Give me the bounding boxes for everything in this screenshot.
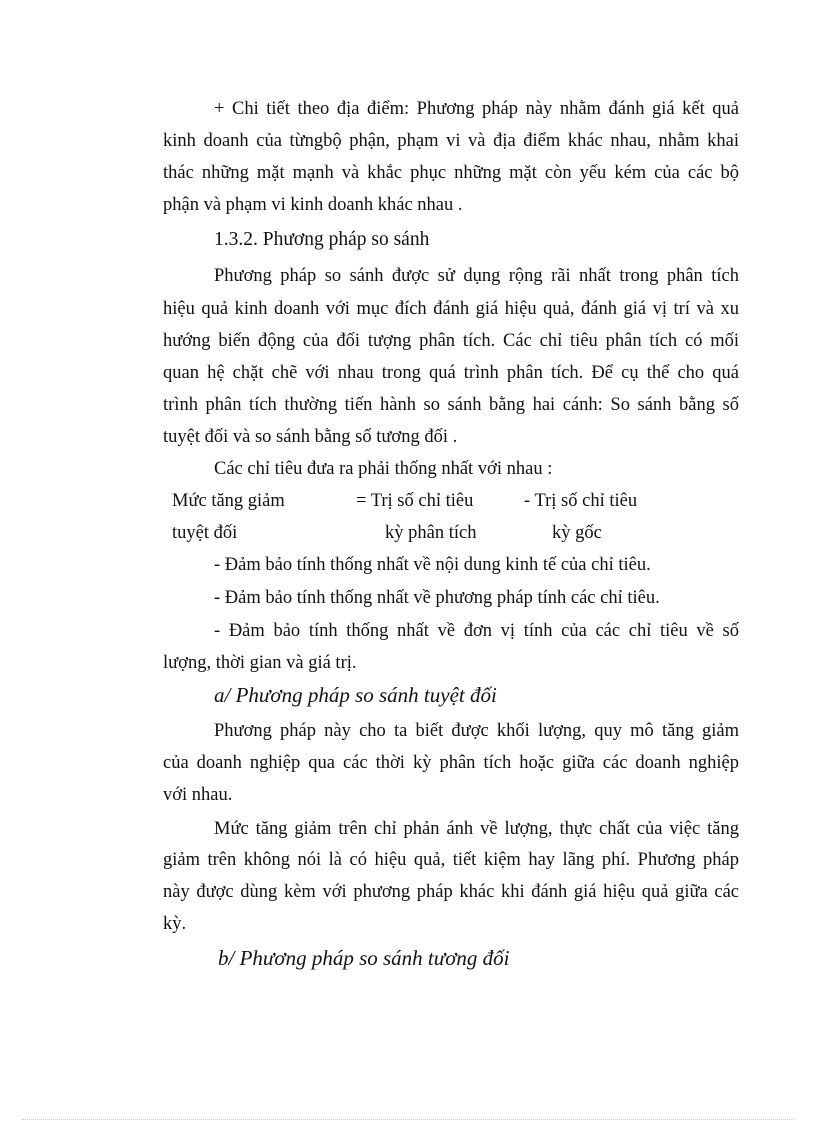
paragraph-detail-line-1: + Chi tiết theo địa điểm: Phương pháp này nhằm đánh giá kết quả: [214, 99, 739, 119]
requirement-intro: Các chỉ tiêu đưa ra phải thống nhất với nhau :: [214, 459, 553, 479]
paragraph-absolute-line-1: Phương pháp này cho ta biết được khối lượng, quy mô tăng giảm: [214, 721, 739, 741]
formula-left-line-1: Mức tăng giảm: [172, 491, 285, 511]
formula-right-line-1: - Trị số chỉ tiêu: [524, 491, 638, 511]
requirement-item-1: - Đảm bảo tính thống nhất về nội dung kinh tế của chỉ tiêu.: [214, 555, 651, 575]
paragraph-comparison-line-1: Phương pháp so sánh được sử dụng rộng rãi nhất trong phân tích: [214, 266, 739, 286]
paragraph-comparison-line-2: hiệu quả kinh doanh với mục đích đánh giá hiệu quả, đánh giá vị trí và xu: [163, 299, 739, 319]
requirement-item-3-line-1: - Đảm bảo tính thống nhất về đơn vị tính của các chỉ tiêu về số: [214, 621, 739, 641]
subheading-relative-comparison: b/ Phương pháp so sánh tương đối: [218, 946, 510, 970]
paragraph-comparison-line-5: trình phân tích thường tiến hành so sánh bằng hai cánh: So sánh bằng số: [163, 395, 739, 415]
requirement-item-2: - Đảm bảo tính thống nhất về phương pháp tính các chỉ tiêu.: [214, 588, 660, 608]
paragraph-comparison-line-3: hướng biến động của đối tượng phân tích. Các chỉ tiêu phân tích có mối: [163, 331, 739, 351]
paragraph-increase-line-3: này được dùng kèm với phương pháp khác khi đánh giá hiệu quả giữa các: [163, 882, 739, 902]
paragraph-increase-line-1: Mức tăng giảm trên chỉ phản ánh về lượng, thực chất của việc tăng: [214, 819, 739, 839]
paragraph-comparison-line-4: quan hệ chặt chẽ với nhau trong quá trình phân tích. Để cụ thể cho quá: [163, 363, 739, 383]
subheading-absolute-comparison: a/ Phương pháp so sánh tuyệt đối: [214, 683, 497, 707]
page-bottom-divider: [22, 1119, 794, 1120]
paragraph-comparison-line-6: tuyệt đối và so sánh bằng số tương đối .: [163, 427, 458, 447]
paragraph-detail-line-3: thác những mặt mạnh và khắc phục những mặt còn yếu kém của các bộ: [163, 163, 739, 183]
formula-mid-line-1: = Trị số chỉ tiêu: [356, 491, 474, 511]
paragraph-increase-line-4: kỳ.: [163, 914, 187, 934]
requirement-item-3-line-2: lượng, thời gian và giá trị.: [163, 653, 357, 673]
paragraph-detail-line-2: kinh doanh của từngbộ phận, phạm vi và địa điểm khác nhau, nhằm khai: [163, 131, 739, 151]
paragraph-detail-line-4: phận và phạm vi kinh doanh khác nhau .: [163, 195, 463, 215]
formula-left-line-2: tuyệt đối: [172, 523, 238, 543]
formula-right-line-2: kỳ gốc: [552, 523, 602, 543]
paragraph-absolute-line-2: của doanh nghiệp qua các thời kỳ phân tích hoặc giữa các doanh nghiệp: [163, 753, 739, 773]
section-heading-1-3-2: 1.3.2. Phương pháp so sánh: [214, 229, 430, 250]
paragraph-increase-line-2: giảm trên không nói là có hiệu quả, tiết kiệm hay lãng phí. Phương pháp: [163, 850, 739, 870]
paragraph-absolute-line-3: với nhau.: [163, 785, 233, 805]
formula-mid-line-2: kỳ phân tích: [385, 523, 477, 543]
